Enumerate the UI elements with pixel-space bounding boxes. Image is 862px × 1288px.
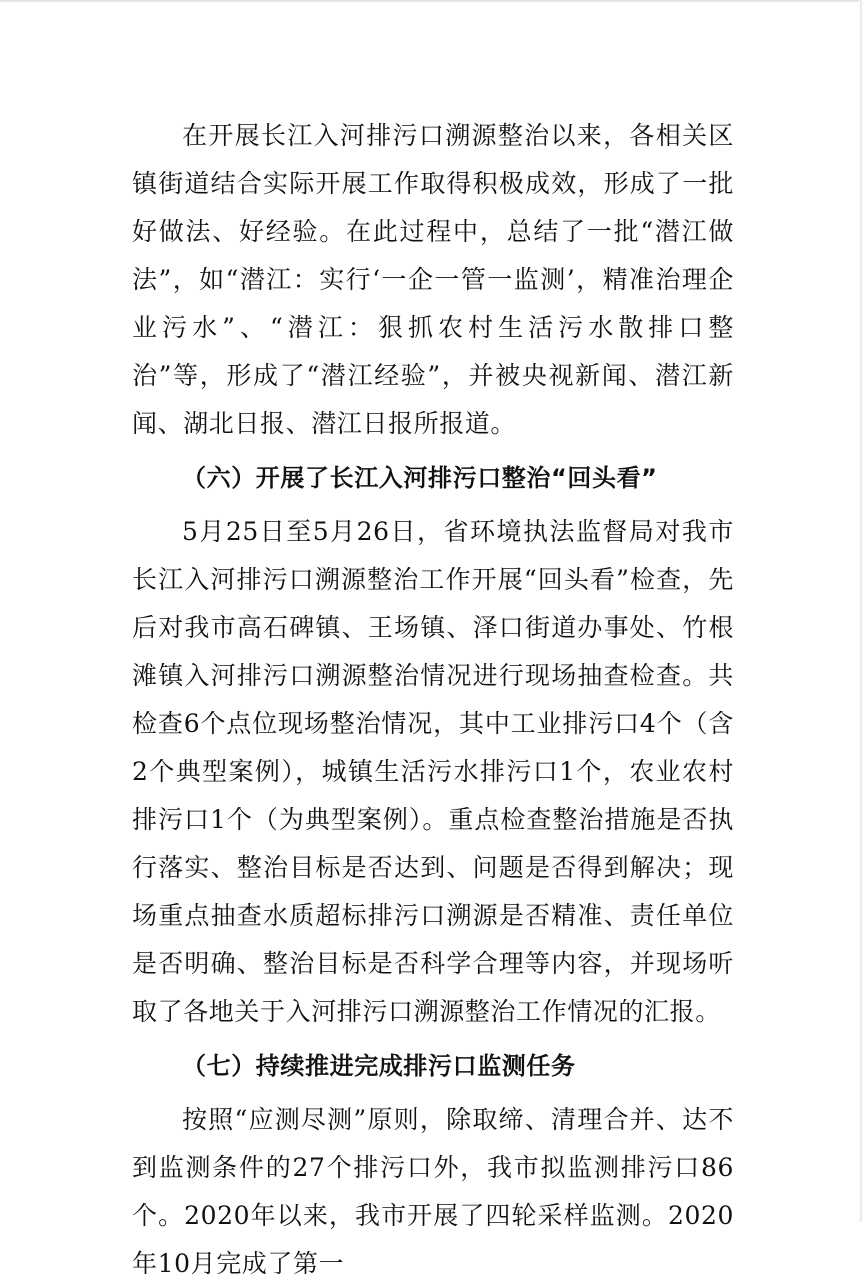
paragraph-achievements: 在开展长江入河排污口溯源整治以来，各相关区镇街道结合实际开展工作取得积极成效，形成了一批好做法、好经验。在此过程中，总结了一批“潜江做法”，如“潜江：实行‘一企一管一监测’，精准治理企业污水”、“潜江：狠抓农村生活污水散排口整治”等，形成了“潜江经验”，并被央视新闻、潜江新闻、湖北日报、潜江日报所报道。 [132,121,734,438]
scan-top-edge [0,0,862,3]
section-heading-7: （七）持续推进完成排污口监测任务 [182,1052,576,1080]
paragraph-monitoring: 按照“应测尽测”原则，除取缔、清理合并、达不到监测条件的27个排污口外，我市拟监测排污口86个。2020年以来，我市开展了四轮采样监测。2020年10月完成了第一 [132,1105,734,1278]
document-body [132,112,734,1288]
paragraph-review-inspection: 5月25日至5月26日，省环境执法监督局对我市长江入河排污口溯源整治工作开展“回头看”检查，先后对我市高石碑镇、王场镇、泽口街道办事处、竹根滩镇入河排污口溯源整治情况进行现场抽查检查。共检查6个点位现场整治情况，其中工业排污口4个（含2个典型案例），城镇生活污水排污口1个，农业农村排污口1个（为典型案例）。重点检查整治措施是否执行落实、整治目标是否达到、问题是否得到解决；现场重点抽查水质超标排污口溯源是否精准、责任单位是否明确、整治目标是否科学合理等内容，并现场听取了各地关于入河排污口溯源整治工作情况的汇报。 [132,517,734,1026]
section-heading-6: （六）开展了长江入河排污口整治“回头看” [182,464,658,492]
